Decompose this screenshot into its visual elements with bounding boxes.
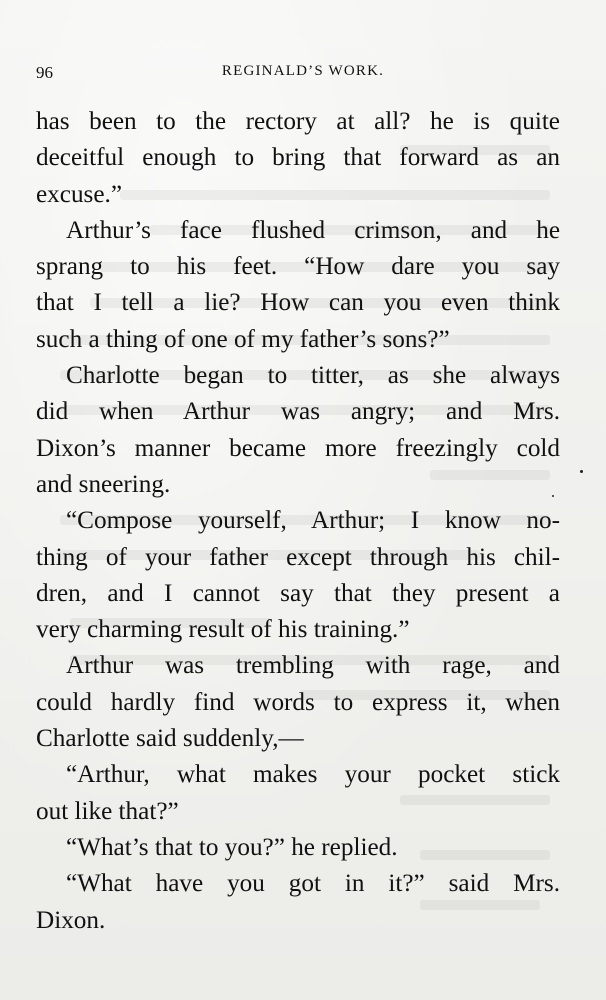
text-line: excuse.”: [36, 180, 123, 208]
page-number: 96: [36, 63, 53, 82]
ink-speck: [580, 470, 583, 473]
text-line: Charlotte began to titter, as she always: [66, 362, 560, 390]
text-line: such a thing of one of my father’s sons?”: [36, 325, 450, 353]
text-line: out like that?”: [36, 797, 179, 825]
text-line: deceitful enough to bring that forward as an: [36, 144, 560, 172]
text-line: that I tell a lie? How can you even think: [36, 289, 560, 317]
text-line: Charlotte said suddenly,—: [36, 725, 304, 753]
text-line: dren, and I cannot say that they present a: [36, 579, 560, 607]
text-line: Dixon.: [36, 906, 106, 934]
body-text: [36, 104, 560, 939]
text-line: could hardly find words to express it, when: [36, 688, 560, 716]
text-line: “Compose yourself, Arthur; I know no-: [66, 507, 560, 535]
text-line: Dixon’s manner became more freezingly cold: [36, 434, 560, 462]
text-line: “Arthur, what makes your pocket stick: [66, 761, 560, 789]
text-line: “What’s that to you?” he replied.: [66, 833, 398, 861]
text-line: Arthur’s face flushed crimson, and he: [66, 216, 560, 244]
text-line: sprang to his feet. “How dare you say: [36, 253, 560, 281]
text-line: Arthur was trembling with rage, and: [66, 652, 560, 680]
text-line: did when Arthur was angry; and Mrs.: [36, 398, 560, 426]
text-line: has been to the rectory at all? he is quite: [36, 108, 560, 135]
text-line: “What have you got in it?” said Mrs.: [66, 870, 560, 898]
running-head: REGINALD’S WORK.: [221, 63, 385, 79]
text-line: thing of your father except through his chil-: [36, 543, 560, 571]
text-line: and sneering.: [36, 470, 171, 498]
ink-speck: [552, 495, 554, 497]
page-header: [36, 63, 570, 87]
text-line: very charming result of his training.”: [36, 616, 410, 644]
